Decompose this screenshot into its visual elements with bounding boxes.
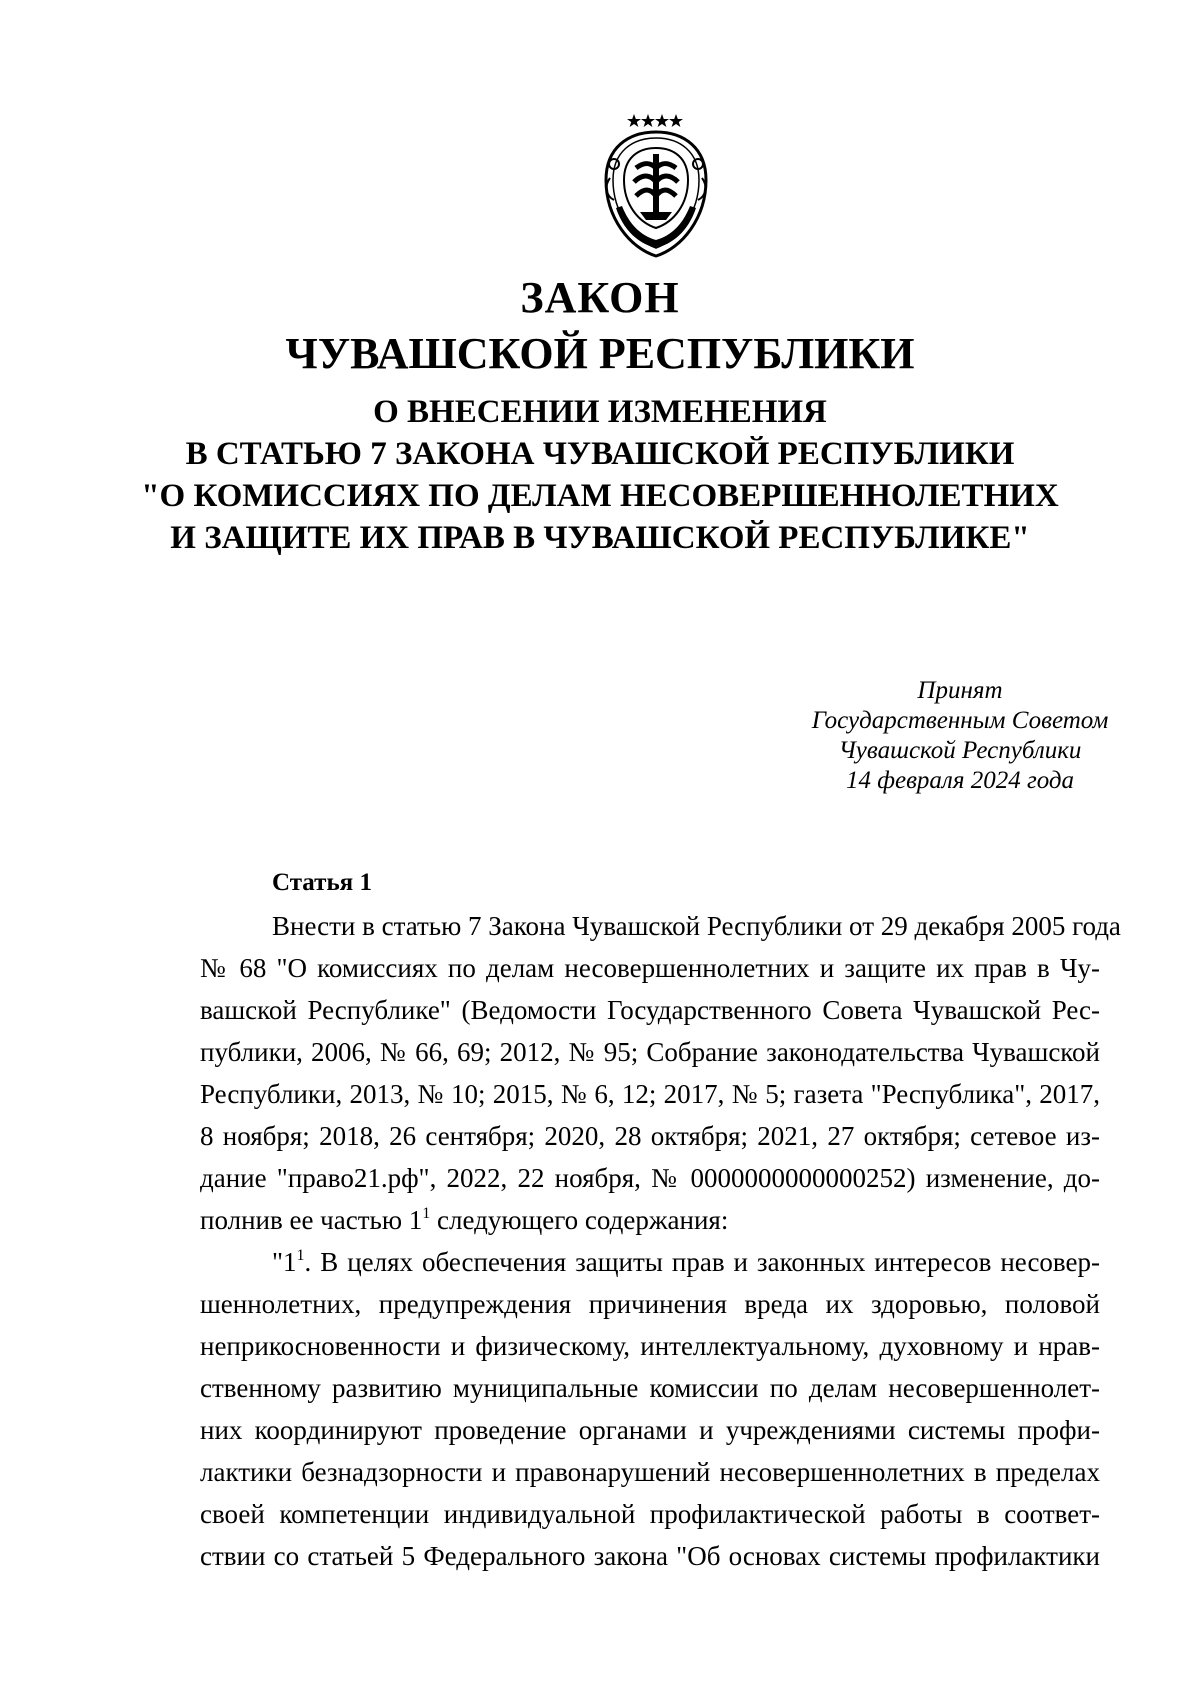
paragraph-line: ствии со статьей 5 Федерального закона "Об основах системы профилактики — [200, 1541, 1100, 1571]
adoption-note-line: Чувашской Республики — [838, 737, 1082, 764]
subject-line: В СТАТЬЮ 7 ЗАКОНА ЧУВАШСКОЙ РЕСПУБЛИКИ — [185, 436, 1015, 472]
paragraph-line: своей компетенции индивидуальной профилактической работы в соответ- — [200, 1499, 1100, 1529]
subject-line: И ЗАЩИТЕ ИХ ПРАВ В ЧУВАШСКОЙ РЕСПУБЛИКЕ" — [170, 520, 1030, 556]
subject-line: "О КОМИССИЯХ ПО ДЕЛАМ НЕСОВЕРШЕННОЛЕТНИХ — [141, 478, 1059, 514]
emblem-graphic — [596, 108, 716, 260]
superscript: 1 — [422, 1205, 431, 1222]
paragraph-text: полнив ее частью 1 — [200, 1205, 423, 1235]
article-heading: Статья 1 — [272, 869, 372, 896]
paragraph-line: лактики безнадзорности и правонарушений несовершеннолетних в пределах — [200, 1457, 1100, 1487]
coat-of-arms-emblem — [596, 108, 716, 260]
paragraph-line: них координируют проведение органами и учреждениями системы профи- — [200, 1415, 1100, 1445]
paragraph-line: № 68 "О комиссиях по делам несовершеннолетних и защите их прав в Чу- — [200, 953, 1100, 983]
paragraph-line: неприкосновенности и физическому, интеллектуальному, духовному и нрав- — [200, 1331, 1100, 1361]
paragraph-line: публики, 2006, № 66, 69; 2012, № 95; Собрание законодательства Чувашской — [200, 1037, 1100, 1067]
subject-line: О ВНЕСЕНИИ ИЗМЕНЕНИЯ — [373, 394, 827, 430]
adoption-date: 14 февраля 2024 года — [845, 767, 1075, 794]
paragraph-line: Республики, 2013, № 10; 2015, № 6, 12; 2017, № 5; газета "Республика", 2017, — [200, 1079, 1100, 1109]
paragraph-line: шеннолетних, предупреждения причинения вреда их здоровью, половой — [200, 1289, 1100, 1319]
adoption-note-line: Принят — [917, 677, 1003, 704]
paragraph-line: ственному развитию муниципальные комиссии по делам несовершеннолет- — [200, 1373, 1100, 1403]
paragraph-line: Внести в статью 7 Закона Чувашской Республики от 29 декабря 2005 года — [272, 911, 1121, 941]
issuer-title: ЧУВАШСКОЙ РЕСПУБЛИКИ — [285, 329, 915, 378]
superscript: 1 — [296, 1247, 305, 1264]
paragraph-text: . В целях обеспечения защиты прав и законных интересов несовер- — [304, 1247, 1100, 1277]
paragraph-line — [272, 1246, 1100, 1278]
paragraph-line: 8 ноября; 2018, 26 сентября; 2020, 28 октября; 2021, 27 октября; сетевое из- — [200, 1121, 1100, 1151]
emblem-stars — [627, 114, 683, 127]
document-type-title: ЗАКОН — [520, 273, 680, 322]
adoption-note-line: Государственным Советом — [811, 707, 1109, 734]
paragraph-line — [200, 1204, 1100, 1236]
paragraph-line: вашской Республике" (Ведомости Государственного Совета Чувашской Рес- — [200, 995, 1100, 1025]
paragraph-line: дание "право21.рф", 2022, 22 ноября, № 0000000000000252) изменение, до- — [200, 1163, 1100, 1193]
paragraph-text: "1 — [272, 1247, 297, 1277]
paragraph-text: следующего содержания: — [430, 1205, 729, 1235]
